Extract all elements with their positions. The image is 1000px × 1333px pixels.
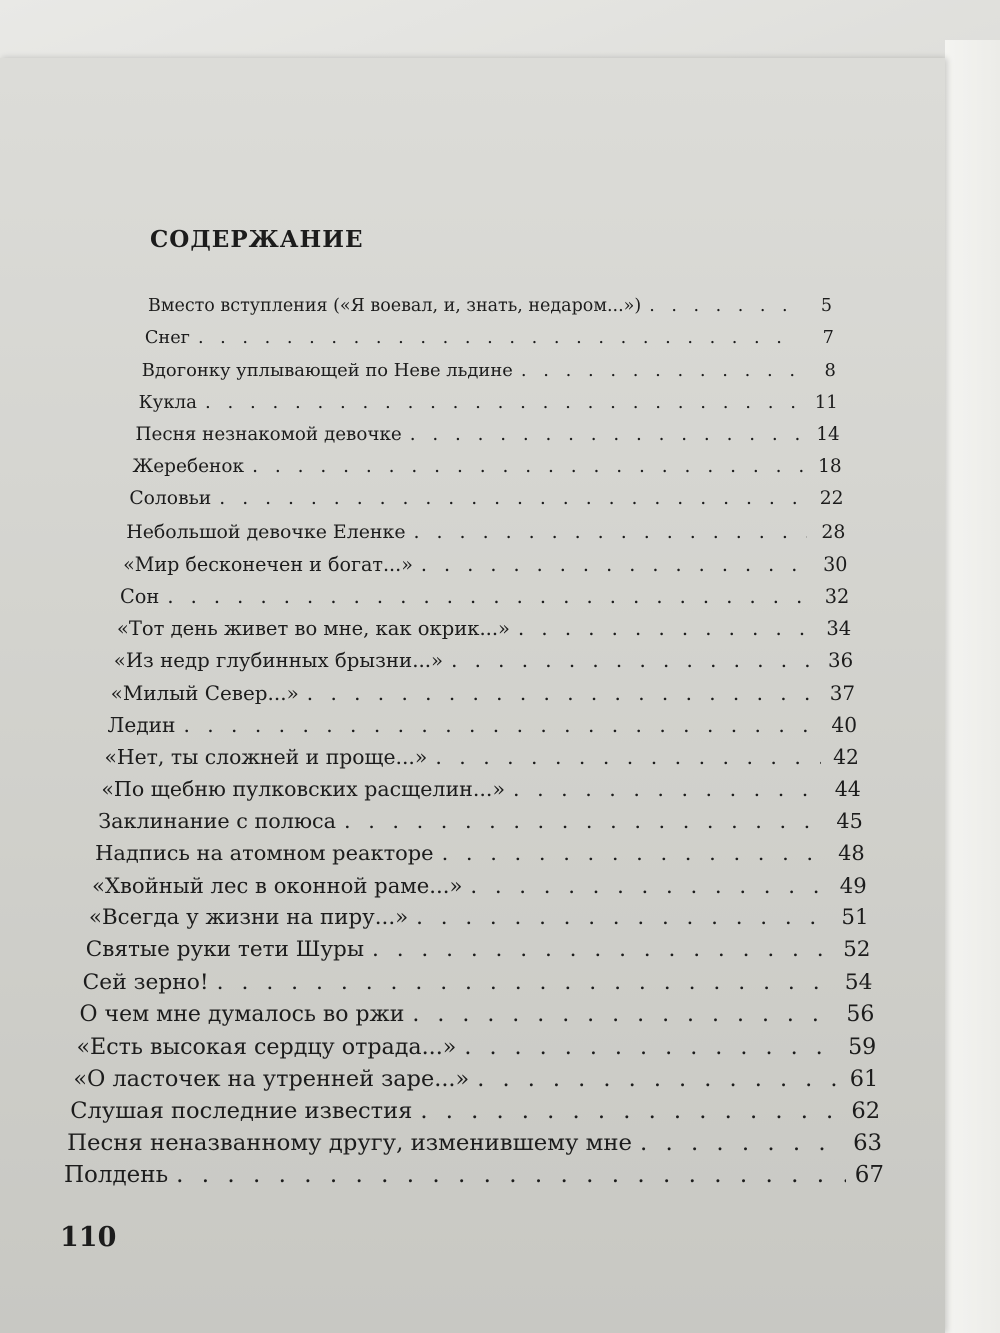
toc-entry [129,488,843,518]
toc-dot-leader [470,873,828,898]
toc-entry [95,841,865,871]
toc-entry-title: Кукла [138,392,197,414]
toc-entry [126,521,845,551]
toc-entry-title: Заклинание с полюса [98,809,337,834]
toc-dot-leader [219,488,805,509]
toc-dot-leader [521,360,798,381]
toc-entry-title: Небольшой девочке Еленке [126,520,406,543]
toc-entry-page: 30 [823,552,848,576]
toc-entry-title: Слушая последние известия [70,1097,413,1124]
toc-entry [70,1098,880,1128]
toc-dot-leader [410,424,802,445]
toc-dot-leader [513,777,823,801]
toc-entry-page: 42 [833,745,859,770]
toc-entry-title: Ледин [107,712,176,737]
toc-dot-leader [198,328,796,348]
toc-dot-leader [420,1098,842,1124]
toc-entry-title: «Тот день живет во мне, как окрик...» [116,616,510,640]
toc-entry [98,809,863,839]
toc-entry-page: 34 [826,616,852,640]
toc-entry-page: 44 [834,777,861,802]
facing-page-edge [945,40,1000,1333]
toc-entry-page: 28 [821,520,846,543]
toc-entry-page: 49 [839,873,867,899]
toc-entry [132,456,841,486]
toc-dot-leader [416,905,830,930]
toc-entry-title: О чем мне думалось во ржи [79,1001,405,1027]
toc-dot-leader [421,553,810,576]
toc-entry [123,553,847,583]
toc-dot-leader [451,649,815,672]
toc-entry [142,360,836,390]
toc-entry [64,1162,884,1192]
toc-entry-title: Сон [120,584,160,608]
toc-entry [114,649,853,679]
toc-entry-title: «О ласточек на утренней заре...» [73,1065,470,1092]
toc-entry-page: 40 [831,712,858,737]
toc-entry-title: «По щебню пулковских расщелин...» [101,777,506,802]
toc-entry-title: «Нет, ты сложней и проще...» [104,745,428,770]
toc-dot-leader [649,296,794,316]
toc-dot-leader [412,1002,836,1027]
toc-entry-page: 36 [828,648,854,672]
toc-dot-leader [640,1130,844,1156]
toc-entry-page: 56 [846,1001,875,1027]
toc-entry-page: 54 [844,969,873,995]
page-title: СОДЕРЖАНИЕ [150,226,364,253]
toc-entry [76,1034,876,1064]
toc-dot-leader [252,456,804,477]
toc-dot-leader [217,970,835,995]
toc-entry-title: Сей зерно! [82,969,209,995]
toc-entry-page: 45 [836,809,863,834]
toc-entry [80,1002,875,1032]
toc-entry-title: «Милый Север...» [110,680,299,705]
toc-entry-title: «Мир бесконечен и богат...» [123,552,413,576]
toc-entry-page: 67 [854,1162,884,1188]
toc-entry-title: Вместо вступления («Я воевал, и, знать, недаром...») [148,296,642,316]
toc-entry [89,905,869,935]
toc-entry-title: «Хвойный лес в оконной раме...» [92,873,463,899]
toc-entry-page: 63 [853,1129,883,1156]
toc-entry [73,1066,878,1096]
toc-dot-leader [435,745,821,769]
toc-entry [83,970,873,1000]
toc-entry-title: «Из недр глубинных брызни...» [113,648,444,672]
toc-dot-leader [344,809,825,833]
toc-entry-title: Песня неназванному другу, изменившему мне [67,1129,632,1156]
toc-entry-title: Жеребенок [132,456,245,478]
toc-entry [67,1130,882,1160]
toc-entry [117,617,851,647]
toc-entry-page: 32 [824,584,850,608]
toc-dot-leader [205,392,800,413]
toc-dot-leader [167,585,811,608]
toc-entry [148,296,832,326]
toc-entry [86,937,871,967]
toc-entry [145,328,834,358]
toc-entry-title: Снег [144,328,190,349]
toc-entry-page: 22 [819,488,844,510]
toc-entry-title: Полдень [64,1162,169,1188]
toc-entry-title: Святые руки тети Шуры [85,937,365,963]
toc-entry [101,777,861,807]
toc-entry-page: 8 [824,360,836,382]
toc-entry-page: 37 [829,680,856,705]
toc-entry-page: 14 [816,424,840,446]
toc-dot-leader [477,1066,840,1092]
toc-entry-title: Песня незнакомой девочке [135,424,402,446]
toc-entry-title: Вдогонку уплывающей по Неве льдине [141,360,513,382]
toc-entry-page: 52 [843,937,871,963]
toc-entry [92,873,867,903]
toc-entry [120,585,849,615]
toc-entry [136,424,840,454]
toc-entry-page: 61 [849,1065,879,1092]
toc-entry-page: 59 [848,1033,877,1060]
toc-entry [108,713,857,743]
toc-entry-title: Надпись на атомном реакторе [95,841,434,866]
toc-entry-page: 18 [818,456,842,478]
toc-entry-page: 5 [820,296,832,316]
toc-entry-page: 62 [851,1097,881,1124]
toc-dot-leader [464,1034,838,1060]
toc-entry-page: 11 [814,392,838,414]
toc-entry-title: «Есть высокая сердцу отрада...» [76,1033,457,1060]
toc-dot-leader [176,1162,846,1188]
toc-entry-title: Соловьи [129,488,212,510]
toc-dot-leader [518,617,813,640]
toc-dot-leader [442,841,827,865]
toc-dot-leader [307,681,817,705]
toc-entry [111,681,855,711]
toc-entry-page: 51 [841,905,869,931]
toc-entry-page: 48 [838,841,865,866]
toc-dot-leader [372,937,832,962]
toc-dot-leader [183,713,819,737]
toc-entry [104,745,859,775]
toc-dot-leader [414,521,808,543]
page-number: 110 [60,1222,117,1253]
toc-entry-title: «Всегда у жизни на пиру...» [88,905,409,931]
toc-entry-page: 7 [822,328,834,349]
toc-entry [139,392,838,422]
